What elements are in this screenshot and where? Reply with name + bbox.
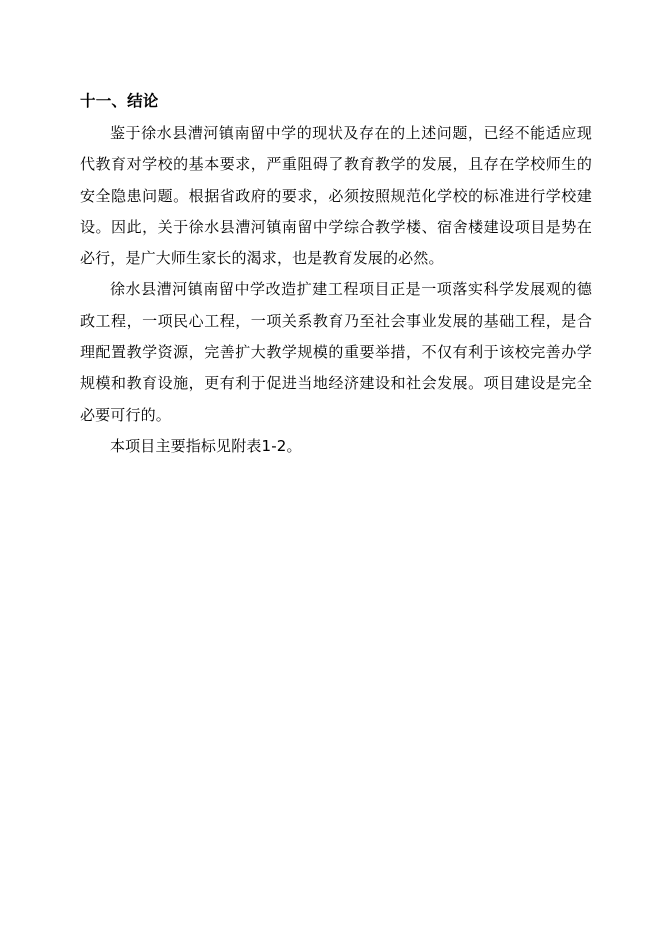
conclusion-paragraph-3: 本项目主要指标见附表1-2。 [110,436,302,455]
section-heading: 十一、结论 [80,92,159,110]
conclusion-paragraph-2: 徐水县漕河镇南留中学改造扩建工程项目正是一项落实科学发展观的德政工程，一项民心工程，一项关系教育乃至社会事业发展的基础工程，是合理配置教学资源，完善扩大教学规模的重要举措，不仅有利于该校完善办学规模和教育设施，更有利于促进当地经济建设和社会发展。项目建设是完全必要可行的。 [80,280,592,424]
document-body [80,90,592,462]
conclusion-paragraph-1: 鉴于徐水县漕河镇南留中学的现状及存在的上述问题，已经不能适应现代教育对学校的基本要求，严重阻碍了教育教学的发展，且存在学校师生的安全隐患问题。根据省政府的要求，必须按照规范化学校的标准进行学校建设。因此，关于徐水县漕河镇南留中学综合教学楼、宿舍楼建设项目是势在必行，是广大师生家长的渴求，也是教育发展的必然。 [80,124,592,268]
